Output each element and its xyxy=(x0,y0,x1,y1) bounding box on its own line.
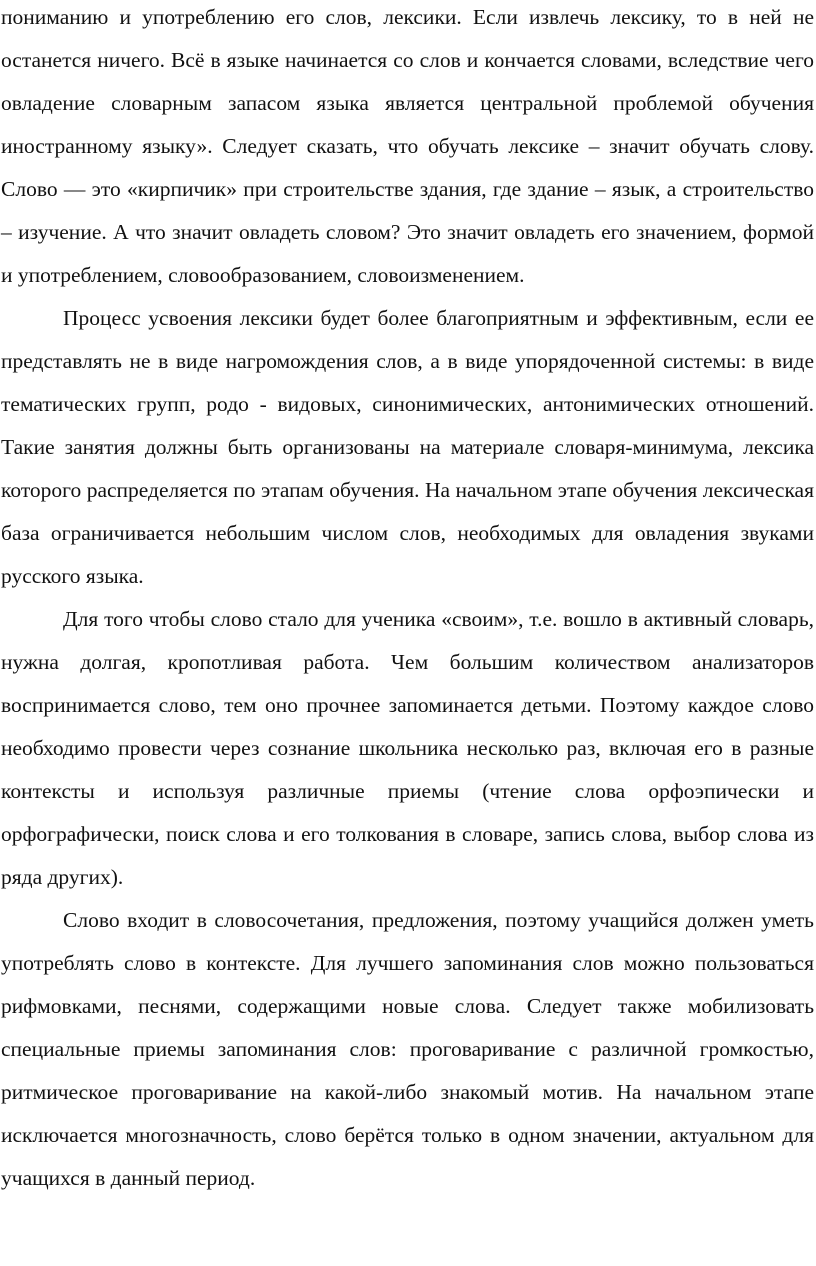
paragraph-word-in-context: Слово входит в словосочетания, предложения, поэтому учащийся должен уметь употреблять слово в контексте. Для лучшего запоминания слов можно пользоваться рифмовками, песнями, содержащими новые слова. Следует также мобилизовать специальные приемы запоминания слов: проговаривание с различной громкостью, ритмическое проговаривание на какой-либо знакомый мотив. На начальном этапе исключается многозначность, слово берётся только в одном значении, актуальном для учащихся в данный период. xyxy=(1,908,814,1190)
paragraph-continued: пониманию и употреблению его слов, лексики. Если извлечь лексику, то в ней не останется ничего. Всё в языке начинается со слов и кончается словами, вследствие чего овладение словарным запасом языка является центральной проблемой обучения иностранному языку». Следует сказать, что обучать лексике – значит обучать слову. Слово — это «кирпичик» при строительстве здания, где здание – язык, а строительство – изучение. А что значит овладеть словом? Это значит овладеть его значением, формой и употреблением, словообразованием, словоизменением. xyxy=(1,5,814,287)
paragraph-active-vocabulary: Для того чтобы слово стало для ученика «своим», т.е. вошло в активный словарь, нужна долгая, кропотливая работа. Чем большим количеством анализаторов воспринимается слово, тем оно прочнее запоминается детьми. Поэтому каждое слово необходимо провести через сознание школьника несколько раз, включая его в разные контексты и используя различные приемы (чтение слова орфоэпически и орфографически, поиск слова и его толкования в словаре, запись слова, выбор слова из ряда других). xyxy=(1,607,814,889)
paragraph-lexicon-system: Процесс усвоения лексики будет более благоприятным и эффективным, если ее представлять не в виде нагромождения слов, а в виде упорядоченной системы: в виде тематических групп, родо - видовых, синонимических, антонимических отношений. Такие занятия должны быть организованы на материале словаря-минимума, лексика которого распределяется по этапам обучения. На начальном этапе обучения лексическая база ограничивается небольшим числом слов, необходимых для овладения звуками русского языка. xyxy=(1,306,814,588)
